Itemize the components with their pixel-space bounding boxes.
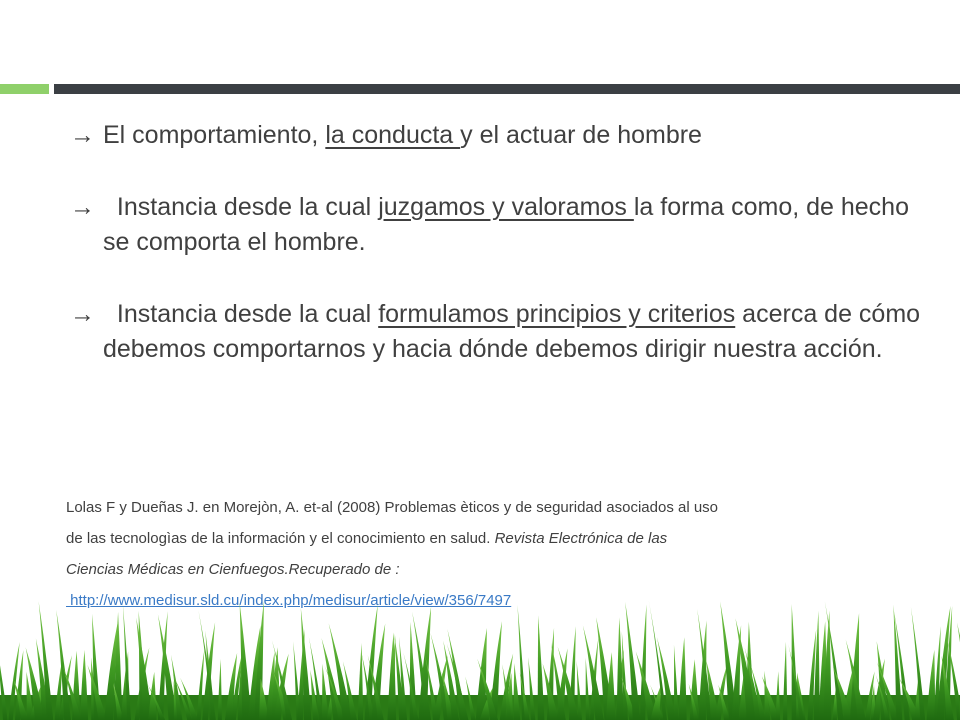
grass-blade bbox=[538, 616, 545, 720]
grass-blade bbox=[218, 659, 222, 720]
reference-line-3: Ciencias Médicas en Cienfuegos.Recuperado de : bbox=[66, 561, 400, 578]
bullet-item-1 bbox=[70, 118, 930, 153]
bullet-underlined-text: la conducta bbox=[325, 121, 461, 149]
bullet-text: la forma como, de hecho se comporta el hombre. bbox=[103, 193, 909, 256]
bullet-text: y el actuar de hombre bbox=[460, 121, 702, 149]
grass-blade bbox=[674, 645, 679, 720]
arrow-icon: → bbox=[70, 300, 95, 328]
arrow-icon: → bbox=[70, 193, 95, 221]
bullet-list bbox=[70, 118, 930, 367]
grass-blade bbox=[783, 642, 787, 720]
reference-line-1: Lolas F y Dueñas J. en Morejòn, A. et-al (2008) Problemas èticos y de seguridad asociados al uso bbox=[66, 499, 719, 516]
grass-blade bbox=[926, 650, 935, 720]
grass-blade bbox=[586, 658, 590, 720]
bullet-text: Instancia desde la cual bbox=[103, 300, 379, 328]
grass-decoration bbox=[0, 600, 960, 720]
reference-citation bbox=[66, 492, 926, 616]
grass-blade bbox=[80, 650, 88, 720]
bullet-underlined-text: formulamos principios y criterios bbox=[378, 300, 736, 328]
bullet-item-3 bbox=[70, 297, 930, 367]
accent-bar-dark bbox=[54, 84, 960, 94]
accent-bar-green bbox=[0, 84, 49, 94]
reference-text: de las tecnologìas de la información y el conocimiento en salud. bbox=[66, 530, 495, 547]
reference-line-2 bbox=[66, 523, 926, 554]
arrow-icon: → bbox=[70, 121, 95, 149]
journal-title: Revista Electrónica de las bbox=[494, 530, 668, 547]
bullet-text: acerca de cómo debemos comportarnos y hacia dónde debemos dirigir nuestra acción. bbox=[103, 300, 921, 363]
bullet-text: Instancia desde la cual bbox=[103, 193, 379, 221]
bullet-text: El comportamiento, bbox=[103, 121, 326, 149]
grass-blade bbox=[358, 643, 363, 720]
reference-link[interactable]: http://www.medisur.sld.cu/index.php/medisur/article/view/356/7497 bbox=[66, 592, 512, 609]
grass-blade bbox=[678, 637, 686, 720]
bullet-item-2 bbox=[70, 190, 930, 260]
bullet-underlined-text: juzgamos y valoramos bbox=[378, 193, 634, 221]
grass-blade bbox=[322, 664, 328, 720]
grass-blade bbox=[513, 663, 520, 720]
